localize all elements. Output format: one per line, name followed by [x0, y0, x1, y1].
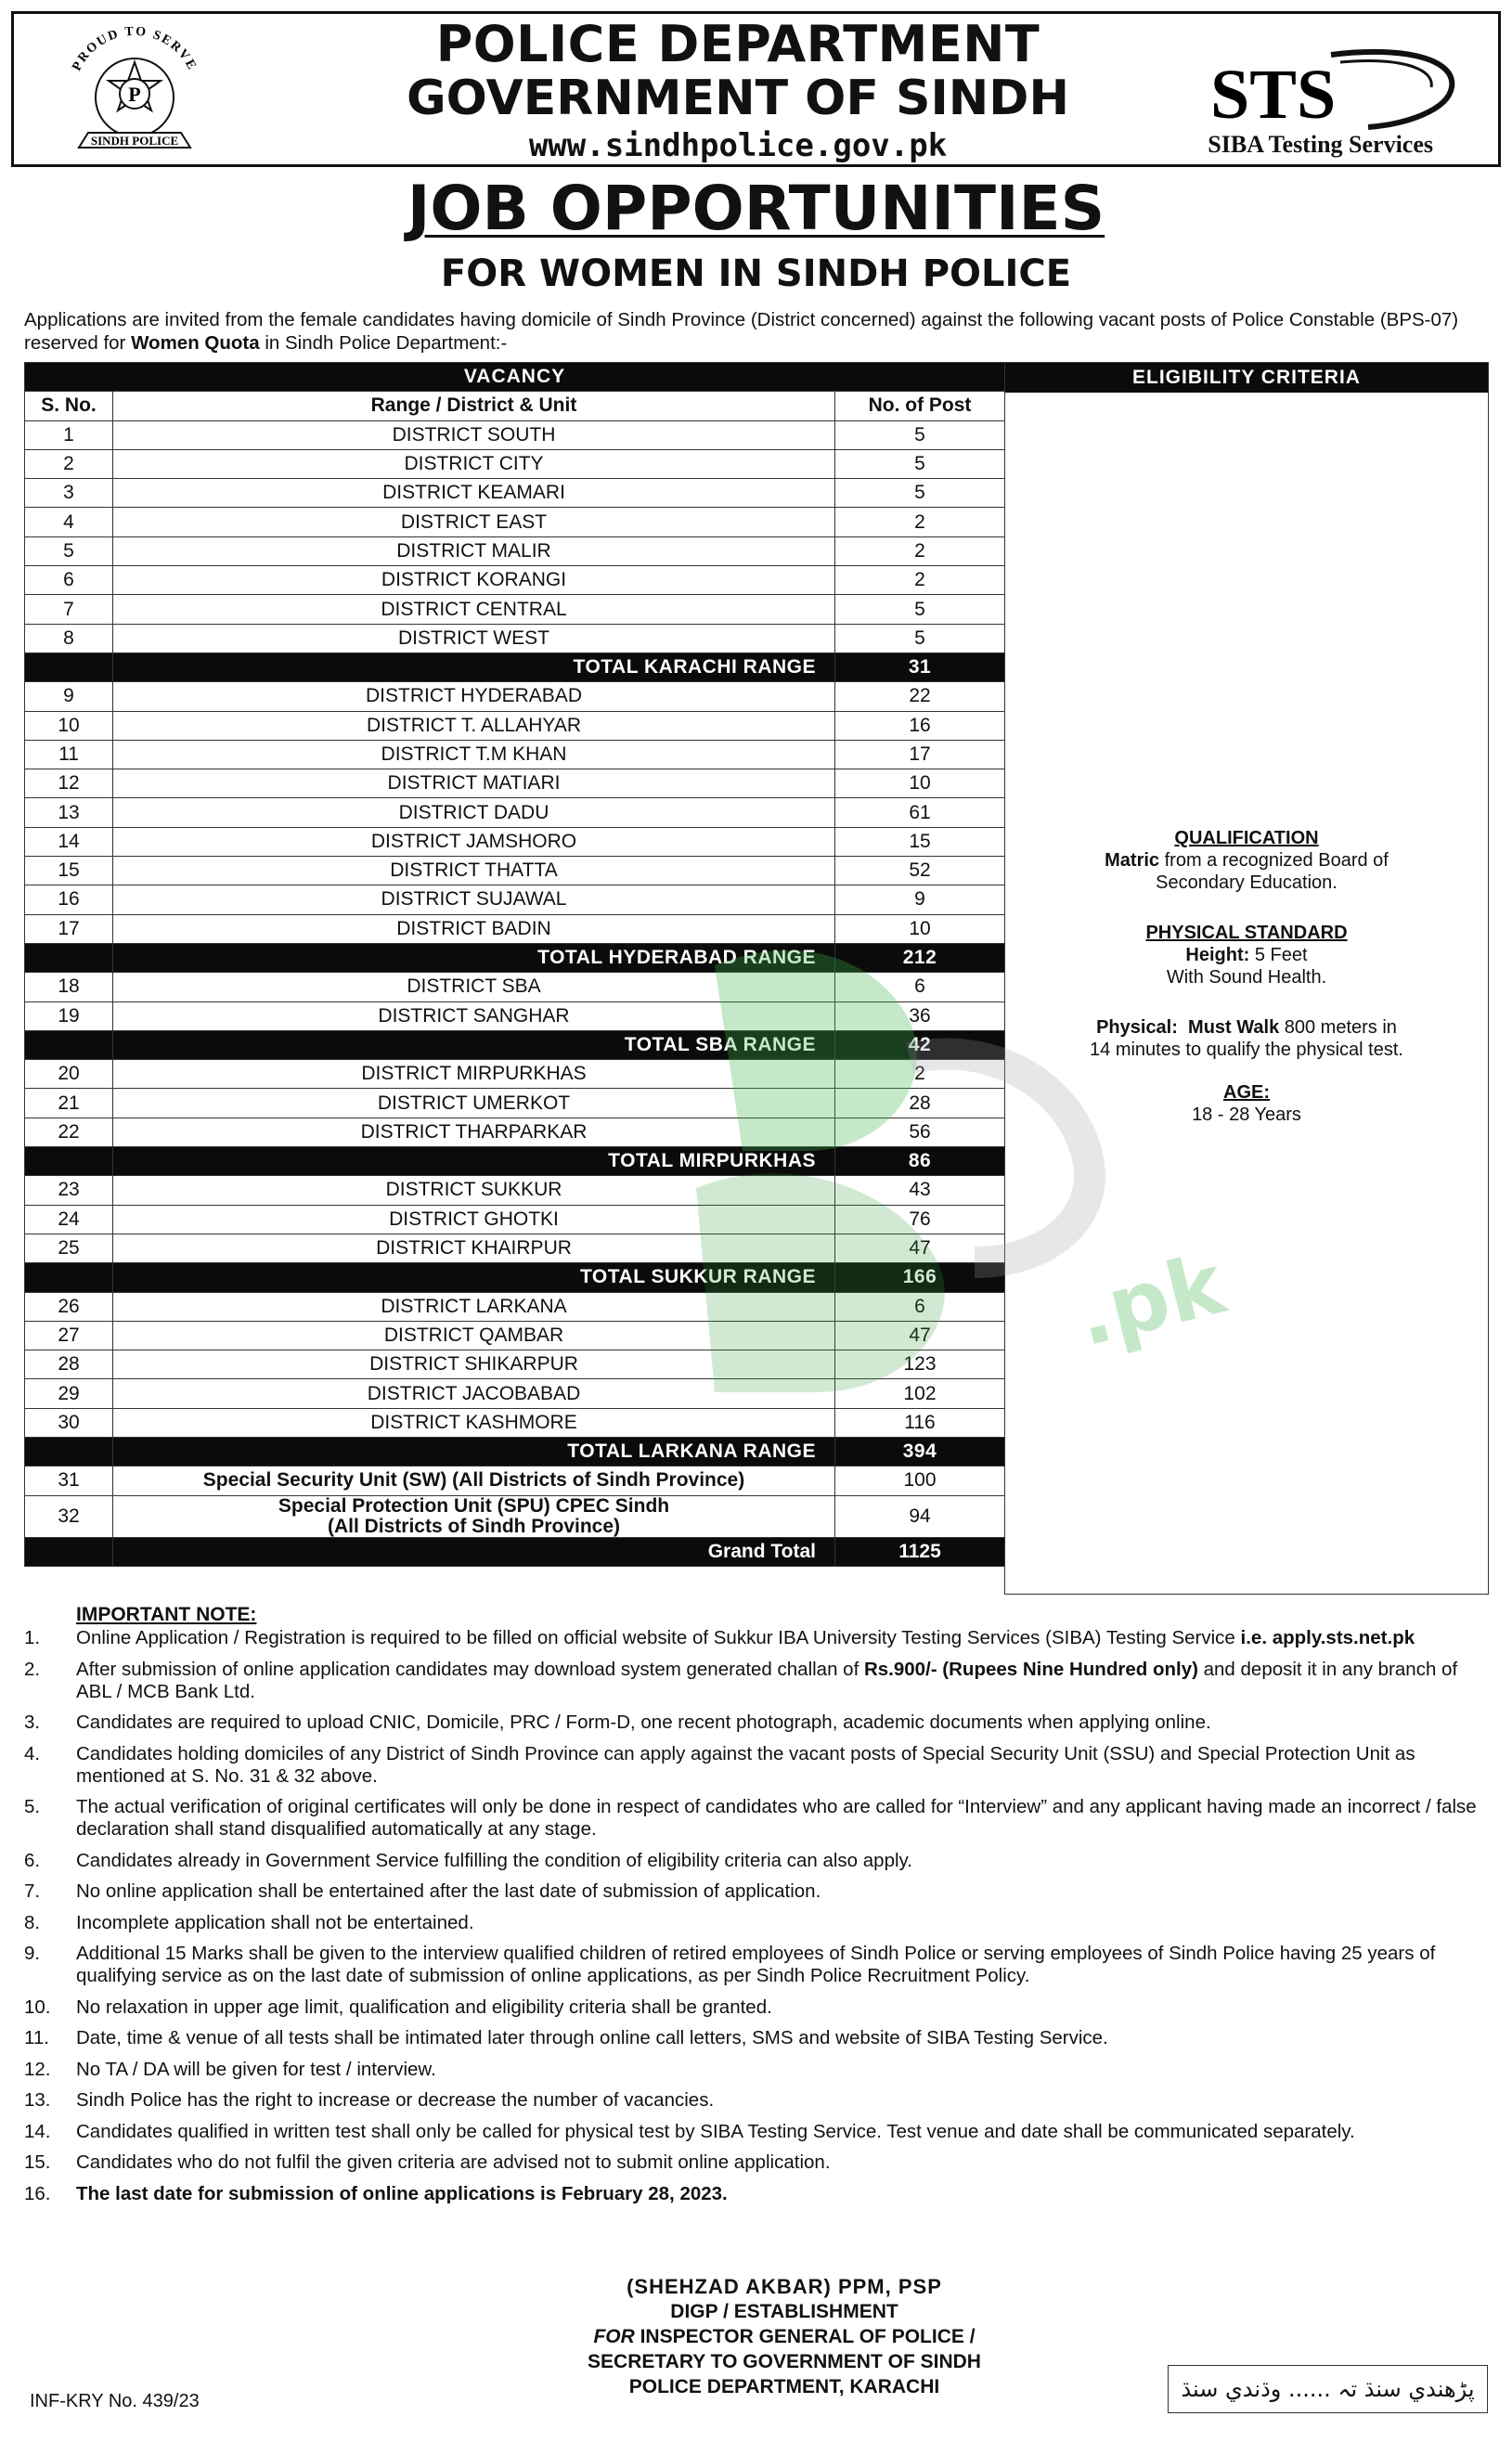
note-text: After submission of online application candidates may download system generated challan of — [76, 1658, 864, 1680]
table-row — [25, 914, 1005, 943]
urdu-slogan: پڑھندي سنڌ تہ ...... وڌندي سنڌ — [1168, 2365, 1488, 2413]
qualification-text-2: Secondary Education. — [1156, 872, 1338, 893]
table-row — [25, 536, 1005, 565]
table-row — [25, 1060, 1005, 1089]
post-count: 10 — [835, 769, 1005, 798]
serial-number: 4 — [25, 508, 113, 536]
important-notes — [24, 1627, 1493, 2214]
district-name: DISTRICT JAMSHORO — [113, 827, 835, 856]
district-name: DISTRICT THARPARKAR — [113, 1118, 835, 1146]
post-count: 2 — [835, 1060, 1005, 1089]
post-count: 43 — [835, 1176, 1005, 1205]
intro-bold: Women Quota — [131, 332, 260, 354]
post-count: 47 — [835, 1321, 1005, 1350]
serial-number: 21 — [25, 1089, 113, 1118]
total-blank — [25, 1147, 113, 1176]
table-row — [25, 1089, 1005, 1118]
post-count: 76 — [835, 1205, 1005, 1234]
note-number: 9. — [24, 1943, 41, 1964]
table-row — [25, 857, 1005, 885]
district-name: DISTRICT KHAIRPUR — [113, 1234, 835, 1262]
post-count: 5 — [835, 479, 1005, 508]
post-count: 100 — [835, 1466, 1005, 1495]
total-value: 394 — [835, 1437, 1005, 1466]
height-label: Height: — [1185, 945, 1250, 965]
note-bold: The last date for submission of online applications is February 28, 2023. — [76, 2182, 728, 2204]
signature-block — [501, 2274, 1067, 2399]
table-row — [25, 798, 1005, 827]
district-name: DISTRICT SUKKUR — [113, 1176, 835, 1205]
total-label: TOTAL KARACHI RANGE — [113, 652, 835, 681]
serial-number: 16 — [25, 885, 113, 914]
col-header-range: Range / District & Unit — [113, 392, 835, 420]
government-name: GOVERNMENT OF SINDH — [406, 71, 1069, 126]
serial-number: 27 — [25, 1321, 113, 1350]
note-text-after: and deposit it in any branch of ABL / MCB Bank Ltd. — [76, 1658, 1458, 1702]
serial-number: 24 — [25, 1205, 113, 1234]
district-name: DISTRICT T. ALLAHYAR — [113, 711, 835, 740]
district-name: DISTRICT HYDERABAD — [113, 682, 835, 711]
post-count: 2 — [835, 566, 1005, 595]
serial-number: 14 — [25, 827, 113, 856]
table-row — [25, 508, 1005, 536]
serial-number: 5 — [25, 536, 113, 565]
total-blank — [25, 1263, 113, 1292]
department-heading — [385, 15, 1091, 164]
intro-paragraph — [24, 308, 1491, 355]
note-text: Candidates holding domiciles of any District of Sindh Province can apply against the vacant posts of Special Security Unit (SSU) and Special Protection Unit as mentioned at S. No. 31 & 32 above. — [76, 1742, 1415, 1787]
table-row — [25, 1176, 1005, 1205]
district-name: DISTRICT SOUTH — [113, 420, 835, 449]
table-row — [25, 624, 1005, 652]
district-name: DISTRICT LARKANA — [113, 1292, 835, 1321]
district-name: DISTRICT T.M KHAN — [113, 740, 835, 769]
serial-number: 26 — [25, 1292, 113, 1321]
reference-number: INF-KRY No. 439/23 — [30, 2391, 200, 2411]
signatory-name: (SHEHZAD AKBAR) PPM, PSP — [627, 2275, 942, 2298]
table-row — [25, 682, 1005, 711]
serial-number: 22 — [25, 1118, 113, 1146]
table-row — [25, 827, 1005, 856]
website-link[interactable]: www.sindhpolice.gov.pk — [528, 127, 948, 164]
note-text: Candidates are required to upload CNIC, Domicile, PRC / Form-D, one recent photograph, academic documents when applying online. — [76, 1712, 1211, 1733]
serial-number: 29 — [25, 1379, 113, 1408]
note-number: 8. — [24, 1911, 41, 1933]
qualification-text: from a recognized Board of — [1159, 850, 1389, 871]
post-count: 5 — [835, 449, 1005, 478]
svg-text:SINDH POLICE: SINDH POLICE — [90, 134, 179, 148]
grand-blank — [25, 1537, 113, 1566]
physical-text: 800 meters in — [1279, 1017, 1397, 1038]
note-item — [24, 2183, 1493, 2205]
post-count: 5 — [835, 624, 1005, 652]
post-count: 6 — [835, 973, 1005, 1001]
range-total-row — [25, 943, 1005, 972]
note-text: Online Application / Registration is required to be filled on official website of Sukkur IBA University Testing Services (SIBA) Testing Service — [76, 1627, 1241, 1648]
notes-heading: IMPORTANT NOTE: — [76, 1604, 257, 1625]
physical-label: Physical: — [1096, 1017, 1178, 1038]
physical-standard-heading: PHYSICAL STANDARD — [1145, 923, 1348, 943]
serial-number: 18 — [25, 973, 113, 1001]
eligibility-body — [1005, 827, 1488, 1126]
post-count: 28 — [835, 1089, 1005, 1118]
note-item — [24, 1712, 1493, 1734]
post-count: 10 — [835, 914, 1005, 943]
note-number: 6. — [24, 1849, 41, 1871]
total-label: TOTAL HYDERABAD RANGE — [113, 943, 835, 972]
note-bold: Rs.900/- (Rupees Nine Hundred only) — [863, 1658, 1198, 1680]
table-row — [25, 1379, 1005, 1408]
note-text: Candidates already in Government Service fulfilling the condition of eligibility criteria can also apply. — [76, 1849, 912, 1871]
serial-number: 12 — [25, 769, 113, 798]
letterhead — [11, 11, 1501, 167]
note-item — [24, 2059, 1493, 2081]
district-name: DISTRICT MIRPURKHAS — [113, 1060, 835, 1089]
table-row — [25, 1001, 1005, 1030]
post-count: 16 — [835, 711, 1005, 740]
serial-number: 10 — [25, 711, 113, 740]
table-row — [25, 420, 1005, 449]
note-item — [24, 1796, 1493, 1841]
note-number: 2. — [24, 1658, 41, 1680]
district-name: DISTRICT JACOBABAD — [113, 1379, 835, 1408]
note-item — [24, 2151, 1493, 2174]
sindh-police-seal-icon — [51, 21, 218, 161]
note-item — [24, 1880, 1493, 1903]
post-count: 6 — [835, 1292, 1005, 1321]
district-name: DISTRICT SBA — [113, 973, 835, 1001]
serial-number: 32 — [25, 1495, 113, 1537]
note-number: 11. — [24, 2027, 49, 2048]
total-label: TOTAL MIRPURKHAS — [113, 1147, 835, 1176]
table-row — [25, 1495, 1005, 1537]
eligibility-header: ELIGIBILITY CRITERIA — [1005, 363, 1488, 393]
total-blank — [25, 652, 113, 681]
page-subtitle: FOR WOMEN IN SINDH POLICE — [440, 252, 1072, 295]
age-heading: AGE: — [1223, 1082, 1270, 1103]
total-value: 86 — [835, 1147, 1005, 1176]
signatory-line4: POLICE DEPARTMENT, KARACHI — [628, 2376, 940, 2397]
note-item — [24, 1996, 1493, 2019]
serial-number: 11 — [25, 740, 113, 769]
serial-number: 2 — [25, 449, 113, 478]
note-number: 4. — [24, 1742, 41, 1764]
col-header-posts: No. of Post — [835, 392, 1005, 420]
note-item — [24, 1912, 1493, 1934]
vacancy-table — [24, 362, 1005, 1567]
age-value: 18 - 28 Years — [1192, 1105, 1301, 1125]
district-name: DISTRICT SANGHAR — [113, 1001, 835, 1030]
note-item — [24, 1627, 1493, 1649]
note-item — [24, 2089, 1493, 2112]
eligibility-panel — [1004, 362, 1489, 1595]
svg-text:P: P — [128, 83, 141, 106]
note-number: 15. — [24, 2151, 51, 2173]
note-number: 7. — [24, 1880, 41, 1902]
table-row — [25, 566, 1005, 595]
post-count: 94 — [835, 1495, 1005, 1537]
serial-number: 17 — [25, 914, 113, 943]
serial-number: 30 — [25, 1408, 113, 1437]
table-row — [25, 479, 1005, 508]
total-label: TOTAL SUKKUR RANGE — [113, 1263, 835, 1292]
district-name: DISTRICT MATIARI — [113, 769, 835, 798]
post-count: 9 — [835, 885, 1005, 914]
table-row — [25, 1292, 1005, 1321]
note-item — [24, 2121, 1493, 2143]
total-blank — [25, 943, 113, 972]
note-number: 13. — [24, 2089, 51, 2111]
signatory-line2: INSPECTOR GENERAL OF POLICE / — [634, 2326, 976, 2347]
note-number: 3. — [24, 1712, 41, 1733]
district-name: DISTRICT GHOTKI — [113, 1205, 835, 1234]
district-name: DISTRICT WEST — [113, 624, 835, 652]
note-text: Additional 15 Marks shall be given to the interview qualified children of retired employees of Sindh Police or serving employees of Sindh Police having 25 years of qualifying service as on the last date of submission of online applications, as per Sindh Police Recruitment Policy. — [76, 1943, 1436, 1986]
health-text: With Sound Health. — [1166, 967, 1327, 988]
district-name: DISTRICT SUJAWAL — [113, 885, 835, 914]
post-count: 123 — [835, 1350, 1005, 1379]
post-count: 47 — [835, 1234, 1005, 1262]
post-count: 52 — [835, 857, 1005, 885]
svg-text:STS: STS — [1210, 56, 1337, 134]
department-name: POLICE DEPARTMENT — [435, 15, 1040, 73]
total-label: TOTAL SBA RANGE — [113, 1030, 835, 1059]
height-value: 5 Feet — [1249, 945, 1308, 965]
table-row — [25, 1350, 1005, 1379]
total-value: 166 — [835, 1263, 1005, 1292]
district-name: DISTRICT CITY — [113, 449, 835, 478]
range-total-row — [25, 1147, 1005, 1176]
note-text: The actual verification of original certificates will only be done in respect of candidates who are called for “Interview” and any applicant having made an incorrect / false declaration shall stand disqualified automatically at any stage. — [76, 1796, 1477, 1840]
total-blank — [25, 1030, 113, 1059]
physical-bold: Must Walk — [1188, 1017, 1280, 1038]
serial-number: 15 — [25, 857, 113, 885]
district-name: DISTRICT EAST — [113, 508, 835, 536]
post-count: 61 — [835, 798, 1005, 827]
signatory-line3: SECRETARY TO GOVERNMENT OF SINDH — [588, 2351, 981, 2372]
for-word: FOR — [593, 2326, 635, 2347]
note-item — [24, 1850, 1493, 1872]
post-count: 5 — [835, 420, 1005, 449]
grand-total-label: Grand Total — [113, 1537, 835, 1566]
table-row — [25, 1466, 1005, 1495]
grand-total-value: 1125 — [835, 1537, 1005, 1566]
total-value: 212 — [835, 943, 1005, 972]
serial-number: 20 — [25, 1060, 113, 1089]
table-row — [25, 449, 1005, 478]
note-text: No relaxation in upper age limit, qualification and eligibility criteria shall be granted. — [76, 1996, 772, 2018]
note-number: 12. — [24, 2058, 51, 2080]
serial-number: 13 — [25, 798, 113, 827]
district-name: DISTRICT MALIR — [113, 536, 835, 565]
serial-number: 8 — [25, 624, 113, 652]
note-text: Sindh Police has the right to increase or decrease the number of vacancies. — [76, 2089, 715, 2111]
district-name: DISTRICT KASHMORE — [113, 1408, 835, 1437]
post-count: 56 — [835, 1118, 1005, 1146]
district-name: DISTRICT QAMBAR — [113, 1321, 835, 1350]
sts-name: SIBA Testing Services — [1208, 131, 1433, 158]
serial-number: 28 — [25, 1350, 113, 1379]
note-number: 5. — [24, 1796, 41, 1817]
table-row — [25, 769, 1005, 798]
district-name: Special Security Unit (SW) (All Districts of Sindh Province) — [113, 1466, 835, 1495]
note-number: 10. — [24, 1996, 51, 2018]
table-row — [25, 1234, 1005, 1262]
post-count: 15 — [835, 827, 1005, 856]
signatory-title: DIGP / ESTABLISHMENT — [670, 2301, 898, 2322]
intro-text-end: in Sindh Police Department:- — [259, 332, 508, 354]
post-count: 116 — [835, 1408, 1005, 1437]
note-number: 1. — [24, 1627, 41, 1648]
grand-total-row — [25, 1537, 1005, 1566]
total-value: 31 — [835, 652, 1005, 681]
table-row — [25, 1118, 1005, 1146]
table-row — [25, 740, 1005, 769]
post-count: 102 — [835, 1379, 1005, 1408]
note-item — [24, 1659, 1493, 1703]
serial-number: 25 — [25, 1234, 113, 1262]
district-name: DISTRICT CENTRAL — [113, 595, 835, 624]
serial-number: 23 — [25, 1176, 113, 1205]
district-name: DISTRICT KEAMARI — [113, 479, 835, 508]
district-name: DISTRICT BADIN — [113, 914, 835, 943]
table-row — [25, 885, 1005, 914]
total-value: 42 — [835, 1030, 1005, 1059]
total-blank — [25, 1437, 113, 1466]
intro-text: Applications are invited from the female candidates having domicile of Sindh Province (District concerned) against the following vacant posts of Police Constable (BPS-07) reserved for — [24, 309, 1459, 354]
district-name: DISTRICT THATTA — [113, 857, 835, 885]
district-name: DISTRICT UMERKOT — [113, 1089, 835, 1118]
table-row — [25, 711, 1005, 740]
serial-number: 9 — [25, 682, 113, 711]
note-item — [24, 1743, 1493, 1788]
note-item — [24, 1943, 1493, 1987]
note-text: Date, time & venue of all tests shall be intimated later through online call letters, SMS and website of SIBA Testing Service. — [76, 2027, 1108, 2048]
serial-number: 3 — [25, 479, 113, 508]
post-count: 2 — [835, 508, 1005, 536]
note-bold: i.e. apply.sts.net.pk — [1240, 1627, 1415, 1648]
post-count: 36 — [835, 1001, 1005, 1030]
district-name: DISTRICT KORANGI — [113, 566, 835, 595]
range-total-row — [25, 1437, 1005, 1466]
post-count: 5 — [835, 595, 1005, 624]
note-text: No online application shall be entertained after the last date of submission of application. — [76, 1880, 821, 1902]
svg-text:.pk: .pk — [1066, 1235, 1234, 1366]
total-label: TOTAL LARKANA RANGE — [113, 1437, 835, 1466]
district-name-line2: (All Districts of Sindh Province) — [327, 1515, 621, 1537]
post-count: 2 — [835, 536, 1005, 565]
page-title: JOB OPPORTUNITIES — [407, 173, 1105, 244]
serial-number: 7 — [25, 595, 113, 624]
range-total-row — [25, 1030, 1005, 1059]
post-count: 17 — [835, 740, 1005, 769]
table-row — [25, 1408, 1005, 1437]
qualification-bold: Matric — [1105, 850, 1160, 871]
serial-number: 19 — [25, 1001, 113, 1030]
note-number: 16. — [24, 2182, 51, 2204]
physical-text-2: 14 minutes to qualify the physical test. — [1090, 1040, 1403, 1060]
serial-number: 1 — [25, 420, 113, 449]
district-name: DISTRICT DADU — [113, 798, 835, 827]
note-item — [24, 2027, 1493, 2049]
svg-text:PROUD TO SERVE: PROUD TO SERVE — [70, 24, 200, 73]
note-text: Incomplete application shall not be entertained. — [76, 1911, 474, 1933]
table-row — [25, 1321, 1005, 1350]
serial-number: 31 — [25, 1466, 113, 1495]
note-text: No TA / DA will be given for test / interview. — [76, 2058, 436, 2080]
note-text: Candidates qualified in written test shall only be called for physical test by SIBA Testing Service. Test venue and date shall be communicated separately. — [76, 2120, 1355, 2142]
note-text: Candidates who do not fulfil the given criteria are advised not to submit online application. — [76, 2151, 831, 2173]
district-name-line1: Special Protection Unit (SPU) CPEC Sindh — [278, 1495, 670, 1517]
range-total-row — [25, 652, 1005, 681]
table-row — [25, 1205, 1005, 1234]
district-name: DISTRICT SHIKARPUR — [113, 1350, 835, 1379]
range-total-row — [25, 1263, 1005, 1292]
qualification-heading: QUALIFICATION — [1174, 828, 1319, 848]
note-number: 14. — [24, 2120, 51, 2142]
table-row — [25, 595, 1005, 624]
col-header-sno: S. No. — [25, 392, 113, 420]
serial-number: 6 — [25, 566, 113, 595]
post-count: 22 — [835, 682, 1005, 711]
vacancy-table-body — [25, 420, 1005, 1566]
district-name — [113, 1495, 835, 1537]
table-row — [25, 973, 1005, 1001]
vacancy-header: VACANCY — [25, 363, 1005, 392]
